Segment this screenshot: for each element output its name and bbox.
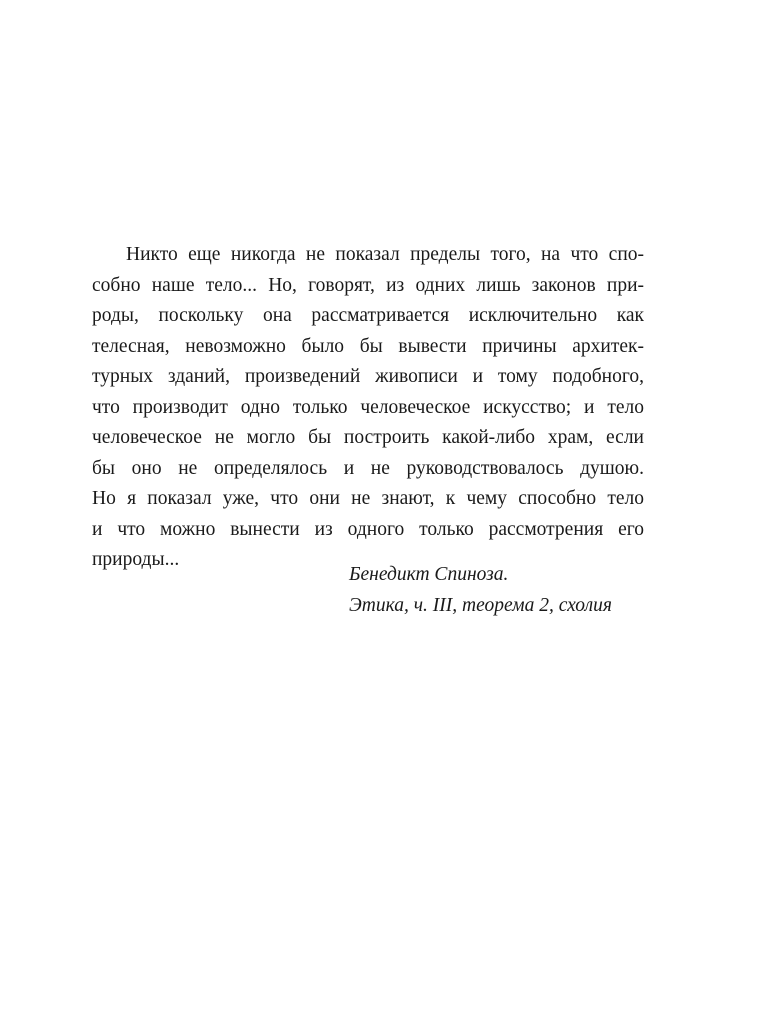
epigraph-line: Но я показал уже, что они не знают, к чему способно тело: [92, 488, 644, 509]
epigraph-line: человеческое не могло бы построить какой-либо храм, если: [92, 427, 644, 448]
epigraph-line: роды, поскольку она рассматривается исключительно как: [92, 305, 644, 326]
epigraph-attribution: [349, 560, 612, 621]
epigraph-line: собно наше тело... Но, говорят, из одних лишь законов при-: [92, 274, 644, 296]
epigraph-line: бы оно не определялось и не руководствовалось душою.: [92, 457, 644, 479]
epigraph-paragraph: [92, 240, 644, 576]
attribution-source: Этика, ч. III, теорема 2, схолия: [349, 594, 612, 616]
epigraph-line: Никто еще никогда не показал пределы того, на что спо-: [126, 244, 644, 265]
epigraph-line: турных зданий, произведений живописи и тому подобного,: [92, 366, 644, 387]
epigraph-line: что производит одно только человеческое искусство; и тело: [92, 396, 644, 418]
epigraph-line: телесная, невозможно было бы вывести причины архитек-: [92, 335, 644, 357]
epigraph-block: [92, 240, 644, 576]
attribution-author: Бенедикт Спиноза.: [349, 564, 509, 585]
epigraph-line: и что можно вынести из одного только рассмотрения его: [92, 518, 644, 540]
epigraph-line: природы...: [92, 549, 180, 570]
